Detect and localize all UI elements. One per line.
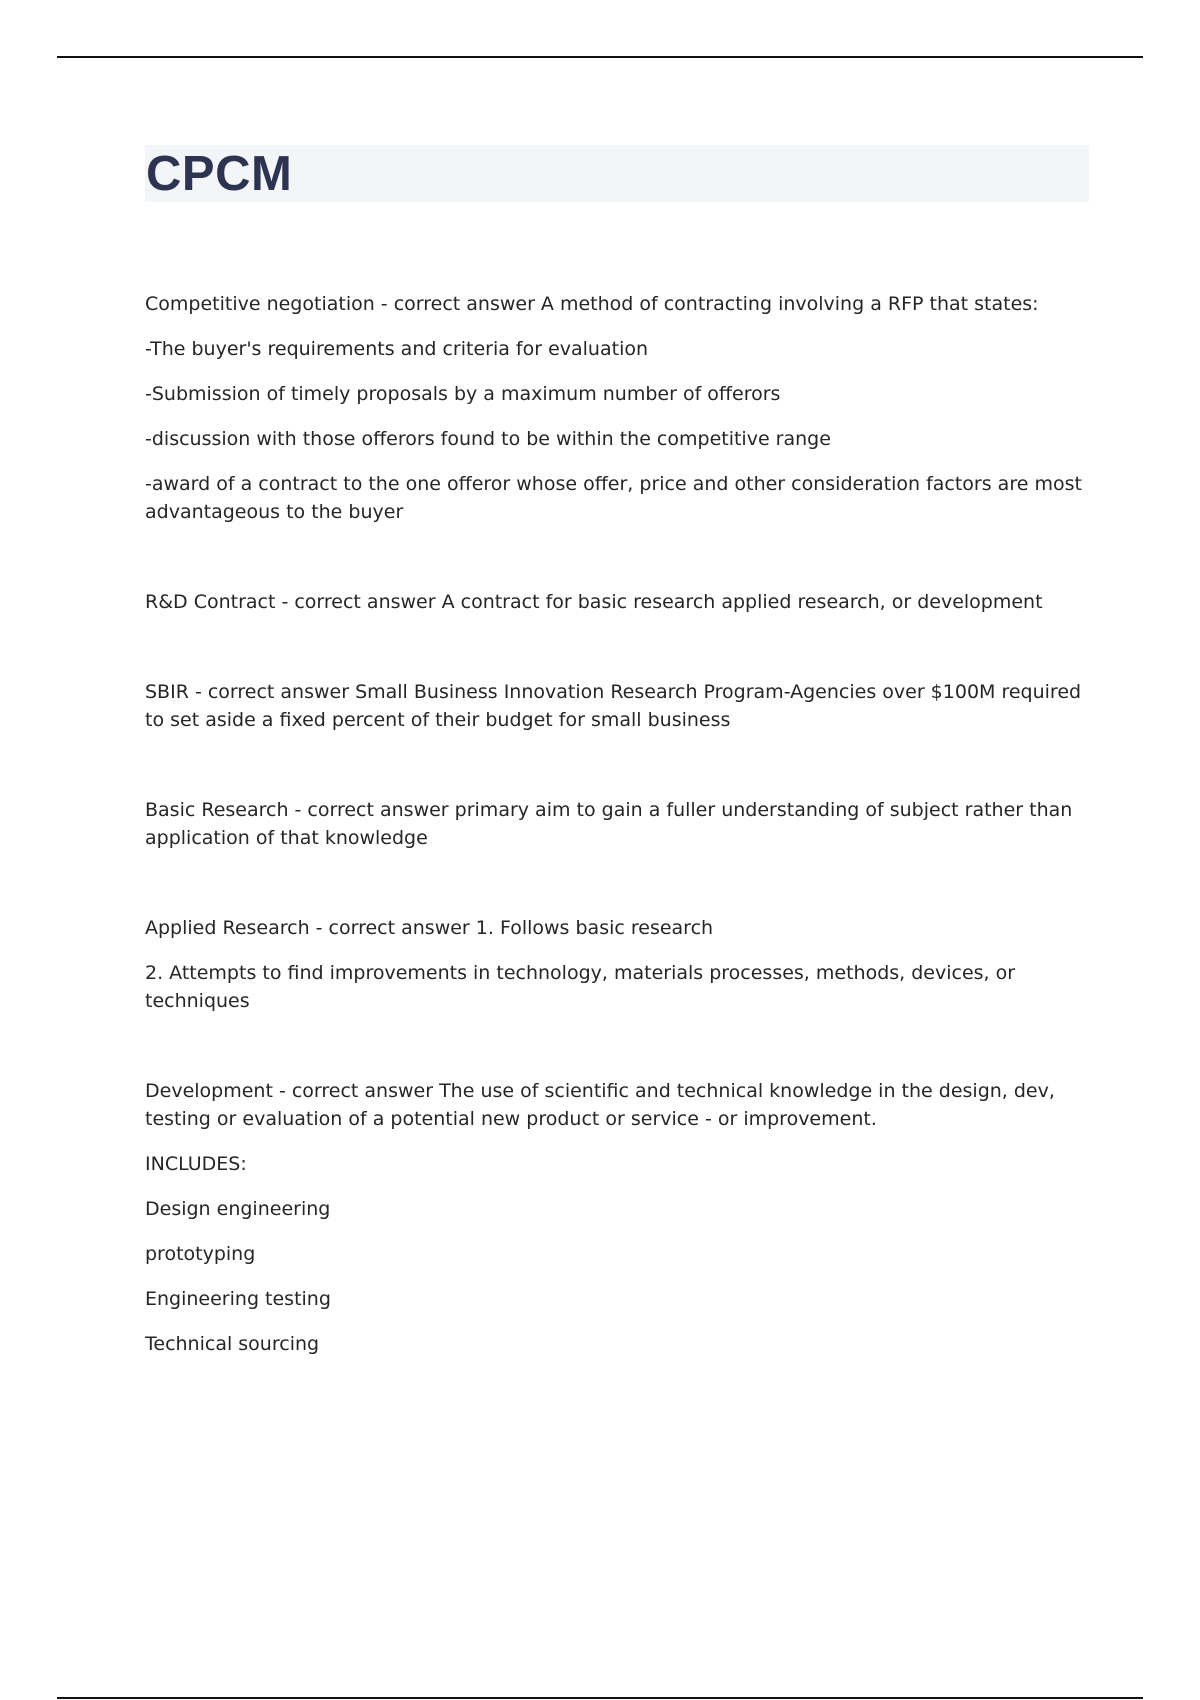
entry-development — [145, 1077, 1090, 1358]
entry-line: 2. Attempts to find improvements in technology, materials processes, methods, devices, or techniques — [145, 962, 1016, 1012]
entry-line: -Submission of timely proposals by a maximum number of offerors — [145, 383, 781, 405]
entry-line: INCLUDES: — [145, 1153, 247, 1175]
document-body — [145, 290, 1090, 1358]
entry-line: -The buyer's requirements and criteria for evaluation — [145, 338, 649, 360]
top-rule — [57, 56, 1143, 58]
entry-applied-research — [145, 914, 1090, 1015]
entry-line: -award of a contract to the one offeror whose offer, price and other consideration factors are most advantageous to the buyer — [145, 473, 1082, 523]
entry-line: Development - correct answer The use of scientific and technical knowledge in the design, dev, testing or evaluation of a potential new product or service - or improvement. — [145, 1080, 1055, 1130]
entry-line: SBIR - correct answer Small Business Innovation Research Program-Agencies over $100M required to set aside a fixed percent of their budget for small business — [145, 681, 1082, 731]
entry-line: prototyping — [145, 1243, 256, 1265]
entry-line: -discussion with those offerors found to be within the competitive range — [145, 428, 831, 450]
entry-line: Competitive negotiation - correct answer A method of contracting involving a RFP that states: — [145, 293, 1039, 315]
entry-line: Basic Research - correct answer primary aim to gain a fuller understanding of subject rather than application of that knowledge — [145, 799, 1073, 849]
entry-competitive-negotiation — [145, 290, 1090, 526]
entry-line: Engineering testing — [145, 1288, 331, 1310]
entry-line: Applied Research - correct answer 1. Follows basic research — [145, 917, 714, 939]
bottom-rule — [57, 1697, 1143, 1699]
entry-line: Technical sourcing — [145, 1333, 320, 1355]
entry-basic-research — [145, 796, 1090, 852]
entry-rd-contract — [145, 588, 1090, 616]
entry-sbir — [145, 678, 1090, 734]
entry-line: R&D Contract - correct answer A contract for basic research applied research, or development — [145, 591, 1043, 613]
page-title: CPCM — [146, 147, 293, 201]
entry-line: Design engineering — [145, 1198, 331, 1220]
